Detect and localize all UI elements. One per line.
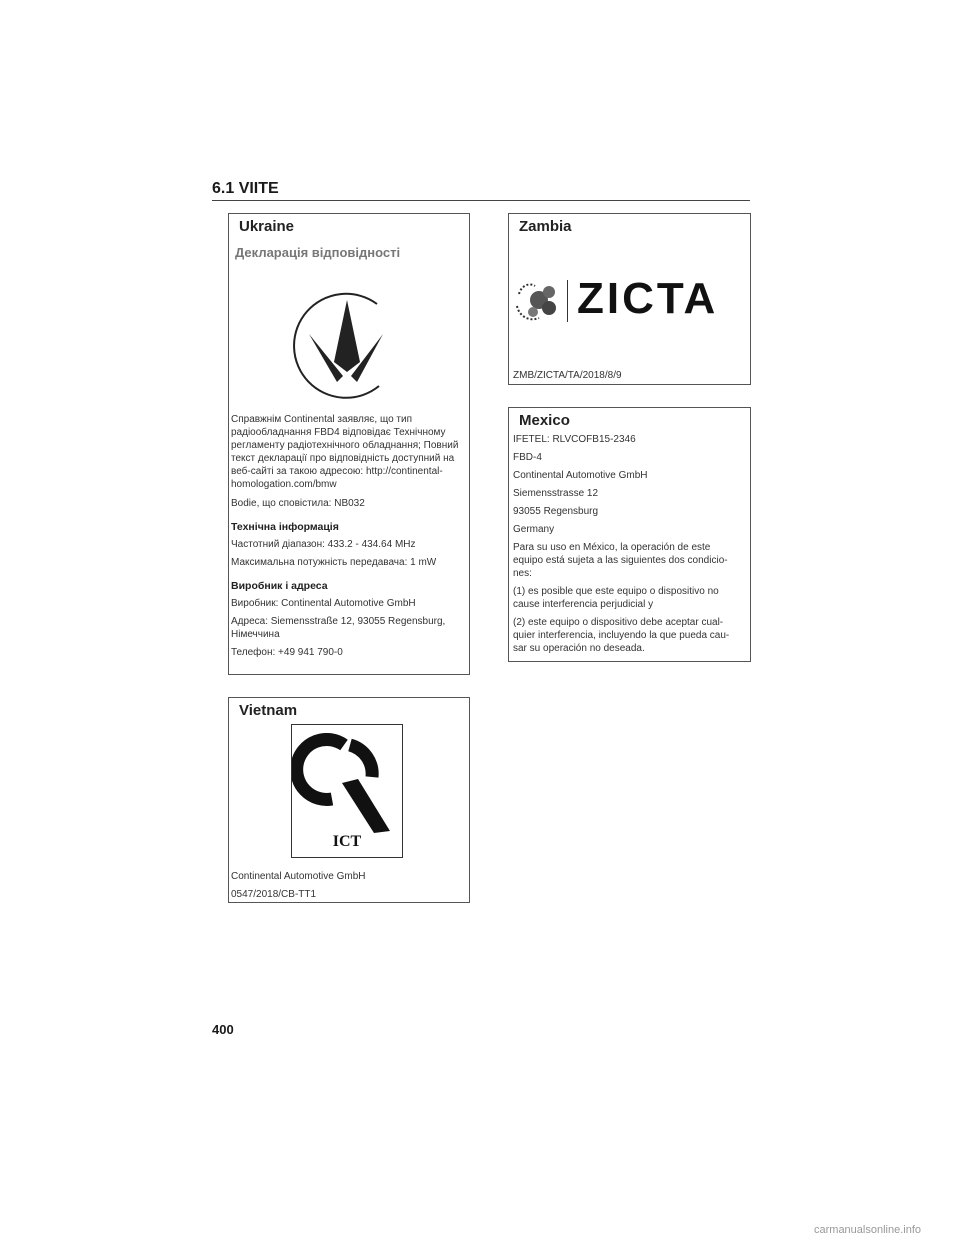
- ukraine-power: Максимальна потужність передавача: 1 mW: [231, 557, 437, 568]
- vietnam-box: [228, 697, 470, 903]
- ukraine-box: [228, 213, 470, 675]
- ukraine-manufacturer: Виробник: Continental Automotive GmbH: [231, 598, 416, 609]
- section-title: 6.1 VIITE: [212, 180, 279, 197]
- mexico-condition-2: (2) este equipo o dispositivo debe aceptar cual-quier interferencia, incluyendo la que pueda cau-sar su operación no deseada.: [513, 617, 730, 654]
- mexico-ifetel: IFETEL: RLVCOFB15-2346: [513, 434, 636, 445]
- mexico-model: FBD-4: [513, 452, 542, 463]
- zambia-title: Zambia: [519, 218, 572, 235]
- ict-mark-icon: [291, 724, 403, 858]
- ukraine-subtitle: Декларація відповідності: [235, 245, 401, 260]
- mexico-notice: Para su uso en México, la operación de este equipo está sujeta a las siguientes dos condicio-nes:: [513, 542, 728, 579]
- ukraine-notified-body: Bodie, що сповістила: NB032: [231, 498, 365, 509]
- zicta-wordmark: ZICTA: [577, 274, 719, 323]
- section-divider: [212, 200, 750, 201]
- page-number: 400: [212, 1022, 234, 1037]
- zicta-logo-icon: [513, 276, 745, 328]
- watermark: carmanualsonline.info: [814, 1224, 922, 1236]
- mexico-city: 93055 Regensburg: [513, 506, 599, 517]
- mexico-company: Continental Automotive GmbH: [513, 470, 648, 481]
- ukraine-maker-heading: Виробник і адреса: [231, 580, 328, 592]
- ukraine-declaration: Справжнім Continental заявляє, що тип радіообладнання FBD4 відповідає Технічному регламенту радіотехнічного обладнання; Повний текст декларації про відповідність доступний на веб-сайті за такою адресою: http://continental-homologation.com/bmw: [231, 414, 459, 490]
- vietnam-company: Continental Automotive GmbH: [231, 871, 366, 882]
- ukraine-tech-heading: Технічна інформація: [231, 521, 339, 533]
- mexico-condition-1: (1) es posible que este equipo o dispositivo no cause interferencia perjudicial y: [513, 586, 719, 610]
- vietnam-cert-number: 0547/2018/CB-TT1: [231, 889, 317, 900]
- mexico-street: Siemensstrasse 12: [513, 488, 599, 499]
- ukraine-title: Ukraine: [239, 218, 295, 235]
- ukraine-phone: Телефон: +49 941 790-0: [231, 647, 343, 658]
- zambia-box: [508, 213, 751, 385]
- ict-mark-label: ICT: [332, 833, 362, 850]
- zicta-emblem-icon: [513, 276, 565, 328]
- ukraine-frequency: Частотний діапазон: 433.2 - 434.64 MHz: [231, 539, 416, 550]
- mexico-country: Germany: [513, 524, 555, 535]
- ukrsepro-mark-icon: [287, 290, 403, 408]
- ukraine-address: Адреса: Siemensstraße 12, 93055 Regensburg, Німеччина: [231, 616, 446, 640]
- mexico-box: [508, 407, 751, 662]
- mexico-title: Mexico: [519, 412, 570, 429]
- vietnam-title: Vietnam: [239, 702, 298, 719]
- zambia-approval: ZMB/ZICTA/TA/2018/8/9: [513, 370, 622, 381]
